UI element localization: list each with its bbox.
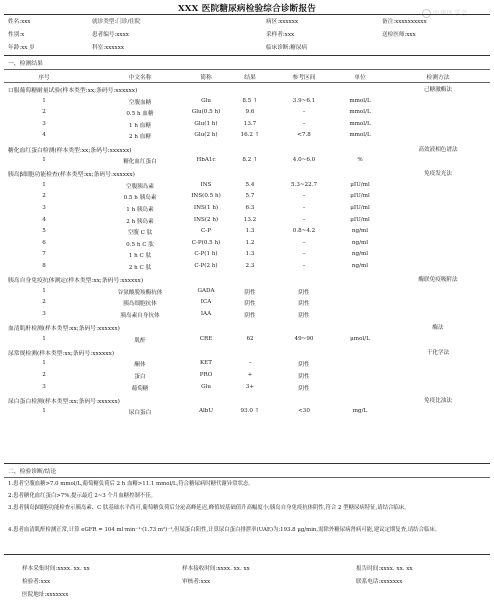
- col-header-result: 结果: [244, 75, 256, 81]
- test-result: –: [248, 360, 252, 367]
- test-method: 酶联免疫吸附法: [418, 277, 458, 284]
- divider: [4, 69, 490, 70]
- reference-range: –: [302, 109, 306, 116]
- hospital-address: 医院地址:xxxxxxx: [22, 592, 69, 598]
- test-result: 3+: [245, 383, 255, 390]
- unit: μIU/ml: [350, 205, 370, 211]
- test-name: 糖化血红蛋白: [123, 159, 157, 166]
- test-abbr: Glu(0.5 h): [191, 109, 221, 116]
- test-name: 0.5 h 血糖: [126, 111, 154, 118]
- unit: ng/ml: [351, 251, 369, 258]
- row-index: 1: [42, 408, 46, 415]
- row-index: 2: [42, 109, 46, 116]
- sender-doctor: 送检医师:xxx: [382, 32, 416, 38]
- divider: [4, 82, 490, 83]
- test-method: 免疫比浊法: [424, 397, 452, 404]
- test-result: 阴性: [244, 301, 256, 308]
- table-row: [4, 121, 490, 133]
- test-method: 干化学法: [426, 349, 450, 356]
- reference-range: 阴性: [298, 362, 310, 369]
- reference-range: 4.0~6.0: [292, 157, 316, 164]
- clinical-diagnosis: 临床诊断:糖尿病: [266, 45, 308, 51]
- table-row: [4, 109, 490, 121]
- test-abbr: C-P(0.5 h): [191, 239, 221, 246]
- test-name: 空腹 C 肽: [127, 230, 153, 237]
- col-header-name: 中文名称: [128, 75, 152, 81]
- test-result: 13.7: [243, 120, 257, 127]
- test-result: 1.3: [245, 251, 255, 258]
- table-row: [4, 182, 490, 194]
- row-index: 2: [42, 193, 46, 200]
- table-row: [4, 217, 490, 229]
- test-abbr: INS(2 h): [193, 216, 219, 223]
- reference-range: –: [302, 263, 306, 269]
- reference-range: –: [302, 216, 306, 223]
- table-row: [4, 408, 490, 420]
- table-row: [4, 384, 490, 396]
- remark: 备注:xxxxxxxxxx: [382, 19, 427, 25]
- test-abbr: AlbU: [198, 408, 214, 415]
- test-method: 高效液相色谱法: [418, 146, 458, 153]
- table-row: [4, 263, 490, 275]
- department: 科室:xxxxxx: [92, 45, 125, 51]
- row-index: 2: [42, 371, 46, 378]
- row-index: 1: [42, 287, 46, 294]
- sample-collection-time: 样本采集时间:xxxx. xx. xx: [22, 566, 90, 572]
- test-name: 胰岛细胞抗体: [123, 301, 157, 308]
- col-header-reference: 参考区间: [292, 75, 316, 81]
- test-abbr: GADA: [197, 287, 215, 294]
- test-name: 0.5 h 胰岛素: [123, 195, 157, 202]
- test-abbr: KET: [200, 360, 212, 367]
- row-index: 2: [42, 299, 46, 306]
- unit: μmol/L: [350, 335, 370, 342]
- test-abbr: INS(0.5 h): [191, 193, 221, 200]
- lab-report: [4, 0, 490, 604]
- table-row: [4, 240, 490, 252]
- row-index: 1: [42, 335, 46, 342]
- unit: ng/ml: [351, 239, 369, 246]
- col-header-abbr: 简称: [200, 75, 212, 81]
- test-abbr: CRE: [199, 335, 213, 342]
- test-name: 0.5 h C 肽: [126, 241, 154, 248]
- reviewer: 审核者:xxx: [182, 579, 211, 585]
- test-name: 1 h C 肽: [128, 253, 152, 260]
- test-result: 2.3: [245, 263, 255, 269]
- test-abbr: ICA: [200, 299, 212, 306]
- row-index: 4: [42, 216, 46, 223]
- test-group-title: 胰岛β细胞功能检查(样本类型:xx;条码号:xxxxxx): [8, 172, 135, 179]
- ward: 病区:xxxxxx: [266, 19, 299, 25]
- unit: mmol/L: [349, 132, 371, 139]
- row-index: 5: [42, 228, 46, 235]
- row-index: 3: [42, 120, 46, 127]
- sample-receive-time: 样本接收时间:xxxx. xx. xx: [182, 566, 250, 572]
- reference-range: 阴性: [298, 289, 310, 296]
- test-result: 5.4: [245, 181, 255, 188]
- test-abbr: INS(1 h): [193, 205, 219, 211]
- row-index: 8: [42, 263, 46, 269]
- test-abbr: C-P(2 h): [194, 263, 218, 269]
- table-row: [4, 360, 490, 372]
- row-index: 3: [42, 310, 46, 317]
- reference-range: 阴性: [298, 373, 310, 380]
- test-result: 1.2: [245, 239, 255, 246]
- test-group-title: 胰岛自身免疫抗体测定(样本类型:xx;条码号:xxxxxx): [8, 278, 144, 285]
- patient-name: 姓名:xxx: [8, 19, 31, 25]
- test-result: 6.3: [245, 205, 255, 211]
- publisher-watermark: 中华医学会: [422, 8, 468, 18]
- test-name: 1 h 胰岛素: [126, 207, 154, 213]
- unit: %: [357, 157, 363, 164]
- row-index: 3: [42, 383, 46, 390]
- test-method: 己糖激酶法: [424, 87, 452, 93]
- diagnosis-item: 2.患者糖化血红蛋白>7%,提示最近 2~3 个月血糖控制不佳。: [8, 493, 156, 499]
- test-result: 13.2: [243, 216, 257, 223]
- test-abbr: IAA: [200, 310, 212, 317]
- table-row: [4, 336, 490, 348]
- test-abbr: HbA1c: [196, 157, 216, 164]
- test-result: 16.2 ↑: [240, 132, 260, 139]
- divider: [4, 463, 490, 464]
- table-row: [4, 157, 490, 169]
- test-result: +: [247, 371, 253, 378]
- table-row: [4, 205, 490, 217]
- test-name: 空腹胰岛素: [126, 183, 154, 190]
- row-index: 6: [42, 239, 46, 246]
- unit: ng/ml: [351, 228, 369, 235]
- reference-range: 阴性: [298, 385, 310, 392]
- table-row: [4, 193, 490, 205]
- test-name: 葡萄糖: [131, 385, 149, 392]
- unit: μIU/ml: [350, 193, 370, 200]
- table-row: [4, 132, 490, 144]
- test-abbr: Glu: [201, 383, 211, 390]
- visit-type: 就诊类型:门诊/住院: [92, 19, 141, 25]
- diagnosis-item: 3.患者胰岛β细胞功能检查示胰岛素、C 肽基础水平尚可,葡萄糖负荷后分泌高峰延迟,峰值较基础值升高幅度小;胰岛自身免疫抗体阴性,符合 2 型糖尿病特征,请结合临床。: [8, 505, 410, 511]
- table-row: [4, 372, 490, 384]
- col-header-method: 检测方法: [426, 75, 450, 81]
- reference-range: –: [302, 239, 306, 246]
- unit: mmol/L: [349, 109, 371, 116]
- col-header-index: 序号: [38, 75, 50, 81]
- test-name: 酮体: [134, 362, 146, 369]
- collector: 采样者:xxx: [266, 32, 295, 38]
- report-title: XXX 医院糖尿病检验综合诊断报告: [177, 4, 317, 14]
- unit: ng/ml: [351, 263, 369, 269]
- diagnosis-item: 4.患者血清肌酐检测正常,计算 eGFR = 104 ml·min⁻¹·(1.73 m²)⁻¹,但尿蛋白阳性,计算尿白蛋白排泄率(UAE)为:193.8 μg/min,需除外糖尿病肾病可能,建议定期复查,请结合临床。: [8, 527, 441, 533]
- unit: μIU/ml: [350, 216, 370, 223]
- col-header-unit: 单位: [354, 75, 366, 81]
- patient-age: 年龄:xx 岁: [8, 45, 35, 51]
- unit: μIU/ml: [350, 181, 370, 188]
- test-abbr: INS: [200, 181, 212, 188]
- test-name: 肌酐: [134, 337, 146, 344]
- test-result: 阴性: [244, 289, 256, 296]
- row-index: 4: [42, 132, 46, 139]
- test-result: 阴性: [244, 312, 256, 319]
- divider: [4, 55, 490, 56]
- test-name: 胰岛素自身抗体: [120, 312, 160, 319]
- test-result: 8.2 ↑: [242, 157, 258, 164]
- unit: mmol/L: [349, 120, 371, 127]
- test-method: 酶法: [432, 325, 444, 331]
- test-abbr: C-P(1 h): [194, 251, 218, 258]
- test-name: 空腹血糖: [128, 99, 152, 106]
- test-abbr: Glu: [201, 97, 211, 104]
- table-row: [4, 98, 490, 110]
- divider: [4, 477, 490, 478]
- reference-range: –: [302, 120, 306, 127]
- reference-range: –: [302, 193, 306, 200]
- test-method: 免疫发光法: [424, 171, 452, 178]
- test-name: 2 h 胰岛素: [126, 218, 154, 225]
- table-row: [4, 228, 490, 240]
- unit: mmol/L: [349, 97, 371, 104]
- reference-range: –: [302, 205, 306, 211]
- reference-range: 0.8~4.2: [292, 228, 316, 235]
- tester: 检验者:xxx: [22, 579, 51, 585]
- table-row: [4, 299, 490, 311]
- diagnosis-item: 1.患者空腹血糖>7.0 mmol/L,葡萄糖负荷后 2 h 血糖>11.1 mmol/L,符合糖尿病时糖代谢异常状态。: [8, 481, 254, 487]
- row-index: 1: [42, 181, 46, 188]
- reference-range: <7.8: [297, 132, 311, 139]
- row-index: 7: [42, 251, 46, 258]
- reference-range: 阴性: [298, 301, 310, 308]
- reference-range: 5.3~22.7: [290, 181, 318, 188]
- test-result: 9.6: [245, 109, 255, 116]
- table-row: [4, 311, 490, 323]
- test-group-title: 血清肌酐检测(样本类型:xx;条码号:xxxxxx): [8, 326, 120, 332]
- test-group-title: 口服葡萄糖耐量试验(样本类型:xx;条码号:xxxxxx): [8, 88, 138, 94]
- row-index: 1: [42, 360, 46, 367]
- diagnosis-title: 二、检验诊断/结论: [8, 469, 57, 475]
- results-section-title: 一、检测结果: [8, 61, 43, 67]
- test-abbr: PRO: [199, 371, 213, 378]
- unit: mg/L: [352, 408, 368, 415]
- test-name: 谷氨酸脱羧酶抗体: [117, 289, 163, 296]
- test-name: 2 h C 肽: [128, 265, 152, 271]
- row-index: 1: [42, 157, 46, 164]
- test-result: 1.3: [245, 228, 255, 235]
- row-index: 3: [42, 205, 46, 211]
- reference-range: 3.9~6.1: [292, 97, 316, 104]
- test-name: 1 h 血糖: [129, 122, 151, 129]
- divider: [4, 554, 490, 555]
- test-abbr: Glu(2 h): [194, 132, 218, 139]
- test-group-title: 尿白蛋白检测(样本类型:xx;条码号:xxxxxx): [8, 398, 120, 405]
- report-time: 报告时间:xxxx. xx. xx: [356, 566, 413, 572]
- divider: [4, 14, 490, 15]
- test-group-title: 糖化血红蛋白检测(样本类型:xx;条码号:xxxxxx): [8, 147, 132, 154]
- test-name: 尿白蛋白: [128, 410, 152, 417]
- test-abbr: C-P: [201, 228, 211, 235]
- test-name: 2 h 血糖: [129, 134, 151, 141]
- contact-phone: 联系电话:xxxxxxx: [356, 579, 403, 585]
- patient-id: 患者编号:xxxx: [92, 32, 129, 38]
- test-result: 62: [246, 335, 254, 342]
- reference-range: –: [302, 251, 306, 258]
- reference-range: 49~90: [294, 335, 314, 342]
- reference-range: <30: [298, 408, 310, 415]
- table-row: [4, 288, 490, 300]
- test-abbr: Glu(1 h): [194, 120, 218, 127]
- test-name: 蛋白: [134, 373, 146, 380]
- patient-sex: 性别:x: [8, 32, 25, 38]
- test-result: 93.0 ↑: [240, 408, 260, 415]
- test-result: 5.7: [245, 193, 255, 200]
- test-result: 8.5 ↑: [242, 97, 258, 104]
- table-row: [4, 251, 490, 263]
- test-group-title: 尿常规检测(样本类型:xx;条码号:xxxxxx): [8, 350, 115, 357]
- reference-range: 阴性: [298, 312, 310, 319]
- row-index: 1: [42, 97, 46, 104]
